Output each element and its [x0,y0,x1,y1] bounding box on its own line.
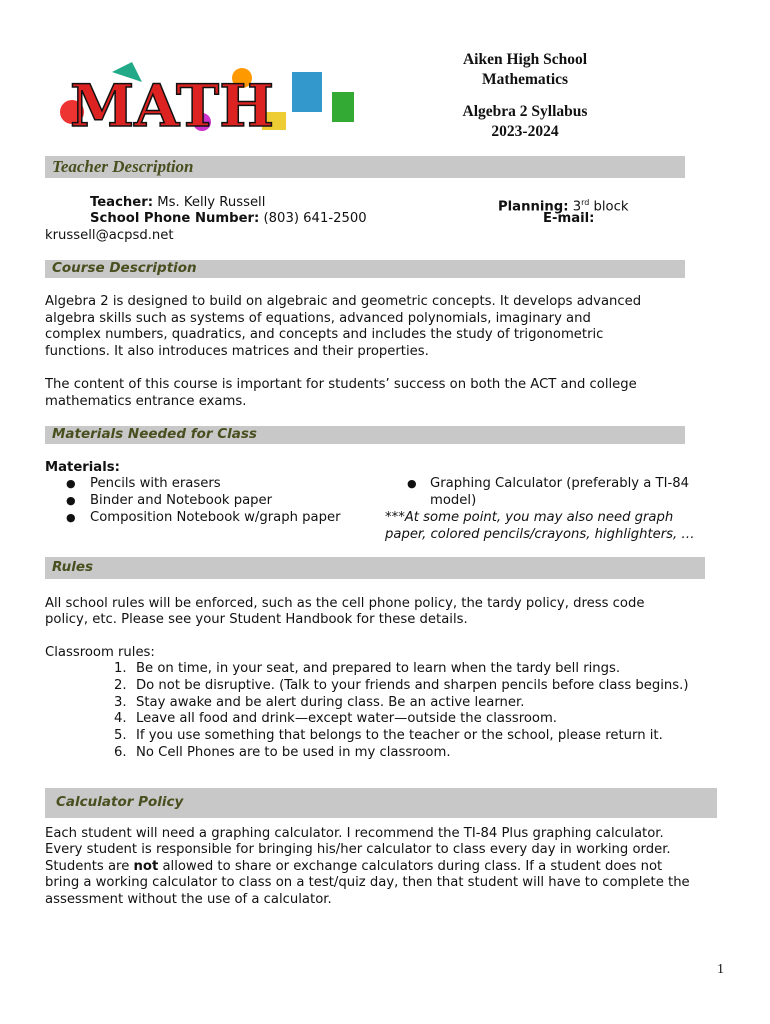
calculator-line1: Each student will need a graphing calculator. I recommend the TI-84 Plus graphing calculator. [45,826,664,841]
teacher-label: Teacher: [90,195,154,210]
phone-line [90,210,367,227]
calculator-line2: Every student is responsible for bringing his/her calculator to class every day in working order. [45,842,671,857]
email-value: krussell@acpsd.net [45,228,174,243]
email-label: E-mail: [543,211,595,226]
material-item-calculator-line1: Graphing Calculator (preferably a TI-84 [430,476,690,491]
section-title-rules: Rules [52,559,94,575]
rule-number: 3. [114,695,127,710]
rule-text: Leave all food and drink—except water—outside the classroom. [136,711,558,726]
material-item: Binder and Notebook paper [90,493,273,508]
rule-number: 1. [114,661,127,676]
bullet-icon: ● [66,494,76,507]
department-name: Mathematics [481,71,569,88]
course-title: Algebra 2 Syllabus [462,103,588,120]
rule-text: If you use something that belongs to the teacher or the school, please return it. [136,728,663,743]
section-bar-rules [45,557,705,579]
rule-number: 2. [114,678,127,693]
math-logo [52,52,364,144]
rule-text: No Cell Phones are to be used in my classroom. [136,745,451,760]
rule-text: Do not be disruptive. (Talk to your friends and sharpen pencils before class begins.) [136,678,689,693]
calculator-line3 [45,858,662,875]
page-number: 1 [717,962,724,977]
material-item: Composition Notebook w/graph paper [90,510,341,525]
rule-number: 5. [114,728,127,743]
section-title-course: Course Description [52,260,197,276]
calculator-line3-emphasis: not [133,859,159,874]
rule-number: 4. [114,711,127,726]
planning-ordinal: rd [581,198,590,207]
materials-label-line [45,459,120,476]
course-para2-line2: mathematics entrance exams. [45,394,247,409]
teacher-name: Ms. Kelly Russell [157,195,266,210]
course-para2-line1: The content of this course is important for students’ success on both the ACT and college [45,377,637,392]
section-title-calculator: Calculator Policy [56,794,184,810]
course-para1-line3: complex numbers, quadratics, and concepts and includes the study of trigonometric [45,327,604,342]
materials-note-line1: ***At some point, you may also need graph [385,510,674,525]
calculator-line5: assessment without the use of a calculator. [45,892,332,907]
rule-number: 6. [114,745,127,760]
email-label-line [543,210,594,227]
course-para1-line1: Algebra 2 is designed to build on algebraic and geometric concepts. It develops advanced [45,294,642,309]
classroom-rules-label: Classroom rules: [45,645,155,660]
materials-label: Materials: [45,460,120,475]
course-para1-line2: algebra skills such as systems of equations, advanced polynomials, imaginary and [45,311,591,326]
rule-text: Be on time, in your seat, and prepared to learn when the tardy bell rings. [136,661,621,676]
course-para1-line4: functions. It also introduces matrices and their properties. [45,344,429,359]
section-title-teacher: Teacher Description [52,157,194,176]
bullet-icon: ● [66,477,76,490]
phone-label: School Phone Number: [90,211,260,226]
planning-block: block [593,199,629,215]
calculator-line4: bring a working calculator to class on a test/quiz day, then that student will have to complete the [45,875,690,890]
material-item-calculator-line2: model) [430,493,477,508]
calculator-line3-start: Students are [45,859,134,874]
rule-text: Stay awake and be alert during class. Be an active learner. [136,695,525,710]
rules-intro-line2: policy, etc. Please see your Student Handbook for these details. [45,612,468,627]
logo-lettering: MATH [70,72,274,140]
bullet-icon: ● [66,511,76,524]
school-name: Aiken High School [462,51,588,68]
material-item: Pencils with erasers [90,476,221,491]
materials-note-line2: paper, colored pencils/crayons, highlighters, … [385,527,695,542]
phone-value: (803) 641-2500 [263,211,367,226]
bullet-icon: ● [407,477,417,490]
calculator-line3-end: allowed to share or exchange calculators during class. If a student does not [158,859,663,874]
rules-intro-line1: All school rules will be enforced, such as the cell phone policy, the tardy policy, dress code [45,596,645,611]
document-header [400,50,650,142]
teacher-line [90,194,265,211]
section-title-materials: Materials Needed for Class [52,426,257,442]
planning-number: 3 [572,199,582,215]
school-year: 2023-2024 [491,123,559,140]
planning-label: Planning: [498,199,569,215]
